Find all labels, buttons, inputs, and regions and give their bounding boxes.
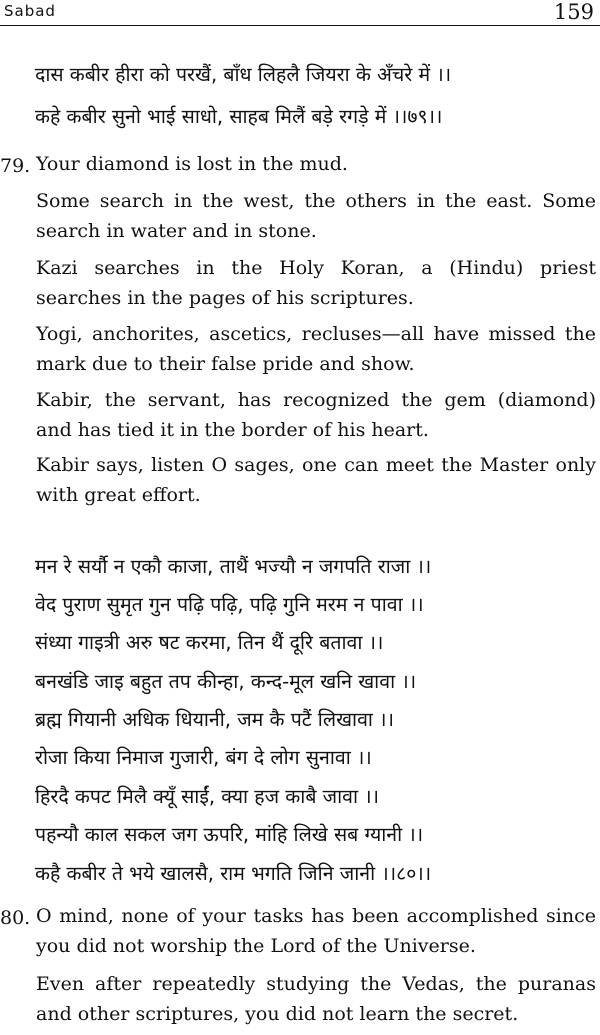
translation-paragraph: Some search in the west, the others in the east. Some search in water and in stone. [36, 190, 596, 242]
translation-number: 80. [0, 907, 31, 929]
translation-paragraph: Kabir, the servant, has recognized the gem (diamond) and has tied it in the border of his heart. [36, 389, 596, 441]
verse-line: दास कबीर हीरा को परखैं, बाँध लिहलै जियरा के अँचरे में ।। [35, 63, 452, 86]
verse-line: कहे कबीर सुनो भाई साधो, साहब मिलैं बड़े रगड़े में ।।७९।। [35, 105, 443, 128]
verse-line: पहन्यौ काल सकल जग ऊपरि, मांहि लिखे सब ग्यानी ।। [35, 823, 424, 846]
translation-paragraph: Kazi searches in the Holy Koran, a (Hindu) priest searches in the pages of his scriptures. [36, 257, 596, 309]
translation-paragraph: Even after repeatedly studying the Vedas, the puranas and other scriptures, you did not learn the secret. [36, 973, 596, 1025]
verse-line: संध्या गाइत्री अरु षट करमा, तिन थैं दूरि बतावा ।। [35, 631, 384, 654]
translation-paragraph: Your diamond is lost in the mud. [36, 153, 348, 175]
verse-line: ब्रह्म गियानी अधिक धियानी, जम कै पटैं लिखावा ।। [35, 708, 394, 731]
verse-line: कहै कबीर ते भये खालसै, राम भगति जिनि जानी ।।८०।। [35, 862, 432, 885]
translation-paragraph: O mind, none of your tasks has been accomplished since you did not worship the Lord of the Universe. [36, 905, 596, 957]
page-header [0, 0, 600, 30]
translation-number: 79. [0, 155, 31, 177]
verse-line: मन रे सर्यौ न एकौ काजा, ताथैं भज्यौ न जगपति राजा ।। [35, 555, 432, 578]
header-rule [0, 25, 600, 26]
verse-line: वेद पुराण सुमृत गुन पढ़ि पढ़ि, पढ़ि गुनि मरम न पावा ।। [35, 593, 424, 616]
translation-paragraph: Kabir says, listen O sages, one can meet the Master only with great effort. [36, 454, 596, 506]
verse-line: हिरदै कपट मिलै क्यूँ साईं, क्या हज काबै जावा ।। [35, 785, 380, 808]
translation-paragraph: Yogi, anchorites, ascetics, recluses—all have missed the mark due to their false pride and show. [36, 323, 596, 375]
verse-line: रोजा किया निमाज गुजारी, बंग दे लोग सुनावा ।। [35, 746, 372, 769]
page-number: 159 [553, 0, 594, 24]
verse-line: बनखंडि जाइ बहुत तप कीन्हा, कन्द-मूल खनि खावा ।। [35, 670, 417, 693]
running-head: Sabad [4, 2, 56, 20]
